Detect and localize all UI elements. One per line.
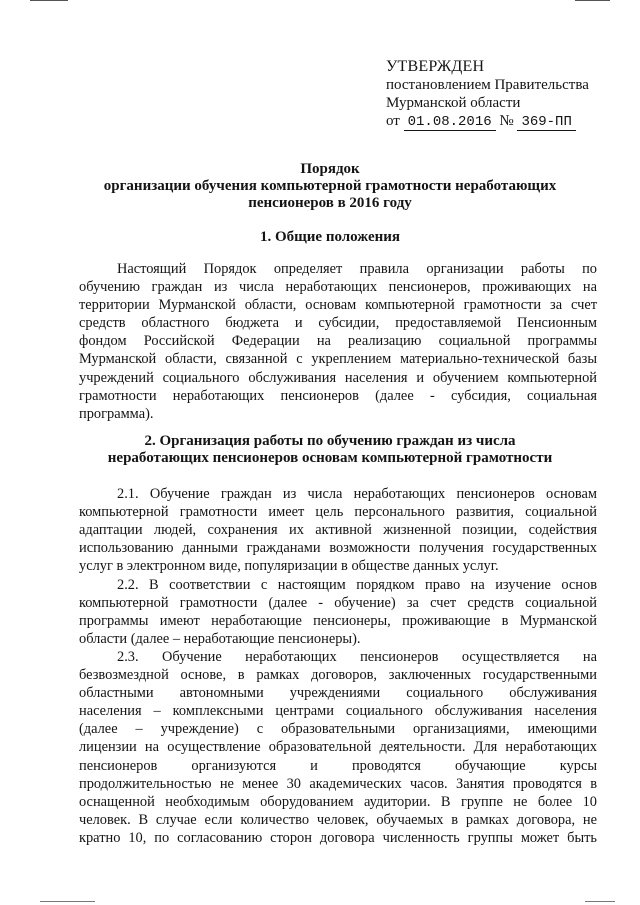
section-2-heading: [60, 433, 600, 467]
section-1-heading: [60, 229, 600, 246]
section-1-heading-text: 1. Общие положения: [259, 229, 401, 245]
approval-line-1: постановлением Правительства: [386, 77, 589, 93]
document-title: [60, 161, 600, 212]
approval-line-2: Мурманской области: [386, 95, 521, 111]
number-prefix: №: [499, 113, 514, 129]
text-line: продолжительностью не менее 30 академических часов. Занятия проводятся в: [79, 775, 597, 792]
title-line-3: пенсионеров в 2016 году: [248, 195, 412, 211]
section-1-paragraph: [79, 260, 597, 423]
text-line: использованию данными гражданами возможности получения государственных: [79, 540, 597, 557]
scan-edge-top-right: [575, 0, 610, 1]
section-2-heading-line-1: 2. Организация работы по обучению граждан из числа: [144, 433, 516, 449]
text-line: кратно 10, по согласованию сторон договора численность группы может быть: [79, 829, 597, 846]
text-line: компьютерной грамотности имеет цель персонального развития, социальной: [79, 504, 597, 521]
text-line: программа).: [79, 405, 154, 422]
text-line: (далее – учреждение) с образовательными организациями, имеющими: [79, 721, 597, 738]
text-line: оснащенной необходимым оборудованием аудитории. В группе не более 10: [79, 793, 597, 810]
text-line: программы имеют неработающие пенсионеры, проживающие в Мурманской: [79, 612, 597, 629]
title-line-2: организации обучения компьютерной грамотности неработающих: [103, 178, 557, 194]
text-line: 2.3. Обучение неработающих пенсионеров осуществляется на: [117, 649, 597, 665]
text-line: населения – комплексными центрами социального обслуживания населения: [79, 703, 597, 720]
text-line: средств областного бюджета и субсидии, предоставляемой Пенсионным: [79, 315, 597, 332]
text-line: Настоящий Порядок определяет правила организации работы по: [117, 261, 597, 277]
approval-block: [386, 58, 589, 131]
clause-2-3: [79, 648, 597, 847]
clause-2-1: [79, 485, 597, 575]
text-line: 2.2. В соответствии с настоящим порядком право на изучение основ: [117, 576, 597, 593]
text-line: адаптации людей, сохранения их активной жизненной позиции, содействия: [79, 522, 597, 539]
approval-date-row: [386, 112, 589, 131]
text-line: области (далее – неработающие пенсионеры).: [79, 630, 361, 647]
section-2-heading-line-2: неработающих пенсионеров основам компьютерной грамотности: [107, 450, 553, 466]
text-line: учреждений социального обслуживания населения и обучением компьютерной: [79, 369, 597, 386]
text-line: Мурманской области, связанной с укреплением материально-технической базы: [79, 351, 597, 368]
approval-date: 01.08.2016: [404, 115, 496, 131]
text-line: безвозмездной основе, в рамках договоров, заключенных государственными: [79, 667, 597, 684]
text-line: компьютерной грамотности (далее - обучение) за счет средств социальной: [79, 594, 597, 611]
scan-edge-bottom-right: [585, 901, 615, 902]
clause-2-2: [79, 576, 597, 648]
text-line: лицензии на осуществление образовательной деятельности. Для неработающих: [79, 739, 597, 756]
title-line-1: Порядок: [300, 161, 360, 177]
text-line: областными автономными учреждениями социального обслуживания: [79, 685, 597, 702]
text-line: территории Мурманской области, основам компьютерной грамотности за счет: [79, 297, 597, 314]
text-line: 2.1. Обучение граждан из числа неработающих пенсионеров основам: [117, 486, 597, 502]
scan-edge-top-left: [30, 0, 68, 1]
scan-edge-bottom-left: [40, 901, 95, 902]
text-line: фондом Российской Федерации на реализацию социальной программы: [79, 333, 597, 350]
text-line: человек. В случае если количество человек, обучаемых в рамках договора, не: [79, 811, 597, 828]
text-line: грамотности неработающих пенсионеров (далее - субсидия, социальная: [79, 387, 597, 404]
text-line: услуг в электронном виде, популяризации в обществе данных услуг.: [79, 558, 499, 575]
text-line: пенсионеров организуются и проводятся обучающие курсы: [79, 757, 597, 774]
approval-heading: УТВЕРЖДЕН: [386, 58, 485, 75]
approval-number: 369-ПП: [517, 115, 575, 131]
text-line: обучению граждан из числа неработающих пенсионеров, проживающих на: [79, 279, 597, 296]
date-prefix: от: [386, 113, 400, 129]
